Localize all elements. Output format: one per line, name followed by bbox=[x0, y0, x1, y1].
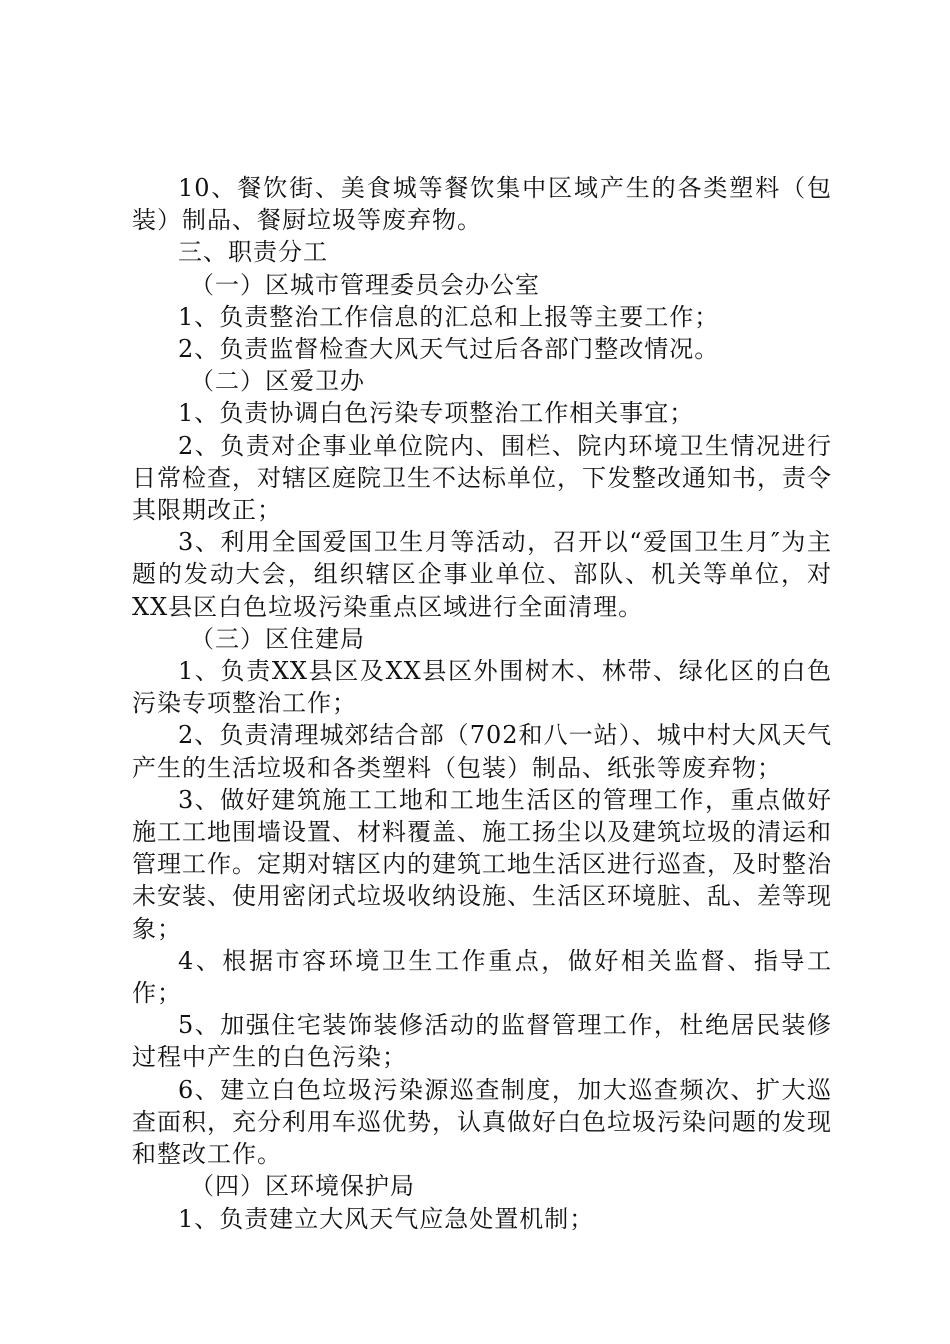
paragraph-item: 4、根据市容环境卫生工作重点，做好相关监督、指导工作； bbox=[132, 946, 832, 1008]
section-heading-duties: 三、职责分工 bbox=[178, 238, 328, 267]
paragraph-item: 2、负责监督检查大风天气过后各部门整改情况。 bbox=[178, 335, 720, 364]
paragraph-item: 1、负责建立大风天气应急处置机制； bbox=[178, 1204, 595, 1233]
paragraph-item: 2、负责清理城郊结合部（702和八一站）、城中村大风天气产生的生活垃圾和各类塑料（包装）制品、纸张等废弃物； bbox=[132, 721, 832, 782]
paragraph-item: 6、建立白色垃圾污染源巡查制度，加大巡查频次、扩大巡查面积，充分利用车巡优势，认真做好白色垃圾污染问题的发现和整改工作。 bbox=[132, 1075, 832, 1169]
paragraph-item: 1、负责XX县区及XX县区外围树木、林带、绿化区的白色污染专项整治工作； bbox=[132, 657, 832, 718]
paragraph-item: 1、负责协调白色污染专项整治工作相关事宜； bbox=[178, 399, 695, 428]
subsection-heading-environmental-protection: （四）区环境保护局 bbox=[190, 1172, 415, 1201]
subsection-heading-patriotic-health: （二）区爱卫办 bbox=[190, 367, 365, 396]
paragraph-item: 3、做好建筑施工工地和工地生活区的管理工作，重点做好施工工地围墙设置、材料覆盖、施工扬尘以及建筑垃圾的清运和管理工作。定期对辖区内的建筑工地生活区进行巡查，及时整治未安装、使用密闭式垃圾收纳设施、生活区环境脏、乱、差等现象； bbox=[132, 785, 832, 943]
paragraph-item: 1、负责整治工作信息的汇总和上报等主要工作； bbox=[178, 302, 720, 331]
paragraph-item: 3、利用全国爱国卫生月等活动，召开以“爱国卫生月″为主题的发动大会，组织辖区企事业单位、部队、机关等单位，对XX县区白色垃圾污染重点区域进行全面清理。 bbox=[132, 528, 832, 621]
subsection-heading-housing-construction: （三）区住建局 bbox=[190, 624, 365, 653]
subsection-heading-city-management: （一）区城市管理委员会办公室 bbox=[190, 270, 540, 299]
document-body bbox=[132, 172, 832, 1235]
paragraph-item: 5、加强住宅装饰装修活动的监督管理工作，杜绝居民装修过程中产生的白色污染； bbox=[132, 1011, 832, 1072]
paragraph-item-10: 10、餐饮街、美食城等餐饮集中区域产生的各类塑料（包装）制品、餐厨垃圾等废弃物。 bbox=[132, 174, 832, 235]
paragraph-item: 2、负责对企事业单位院内、围栏、院内环境卫生情况进行日常检查，对辖区庭院卫生不达标单位，下发整改通知书，责令其限期改正； bbox=[132, 431, 832, 525]
